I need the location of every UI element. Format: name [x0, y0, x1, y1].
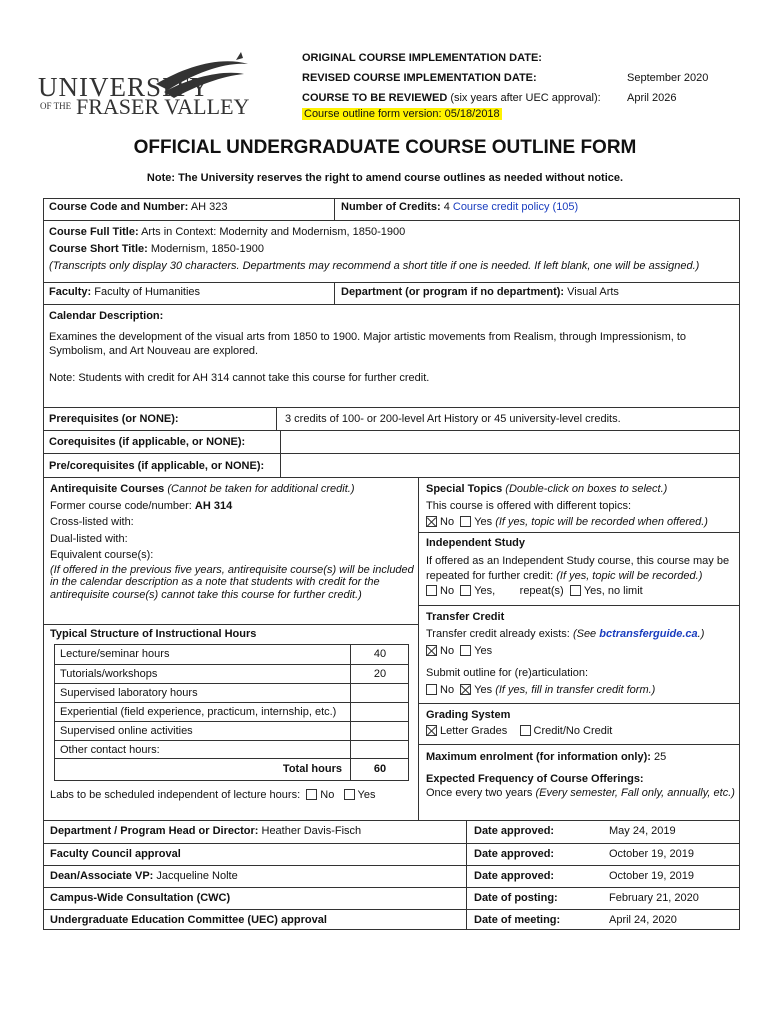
logo-fraser-valley: FRASER VALLEY: [76, 94, 250, 119]
independent-no-checkbox[interactable]: [426, 585, 437, 596]
submit-no-label: No: [440, 684, 455, 696]
former-value[interactable]: AH 314: [194, 499, 233, 512]
transfer-yes-checkbox[interactable]: [460, 645, 471, 656]
faculty-row: [44, 282, 739, 304]
hours-table: [54, 644, 409, 759]
antireq-label-note: (Cannot be taken for additional credit.): [167, 483, 355, 495]
bctransferguide-link[interactable]: bctransferguide.ca: [599, 628, 698, 640]
independent-repeats: repeat(s): [519, 585, 564, 597]
hours-label: Typical Structure of Instructional Hours: [50, 628, 257, 640]
grading-label: Grading System: [426, 709, 511, 721]
transfer-credit-section: [426, 609, 738, 699]
enrolment-value[interactable]: 25: [653, 751, 667, 763]
code-row: [44, 198, 739, 220]
approval-label: Campus-Wide Consultation (CWC): [50, 892, 231, 904]
special-yes-checkbox[interactable]: [460, 516, 471, 527]
special-no-label: No: [440, 516, 455, 528]
review-label: COURSE TO BE REVIEWED: [302, 92, 448, 104]
hours-row-label: Other contact hours:: [60, 744, 160, 756]
frequency-value[interactable]: Once every two years: [426, 787, 533, 799]
special-topics-section: [426, 481, 738, 531]
precoreq-label: Pre/corequisites (if applicable, or NONE):: [49, 460, 265, 472]
transfer-no-checkbox[interactable]: [426, 645, 437, 656]
equivalent-courses: Equivalent course(s):: [50, 549, 154, 561]
code-label: Course Code and Number:: [49, 201, 189, 213]
hours-row-label: Tutorials/workshops: [60, 668, 158, 680]
submit-yes-note: (If yes, fill in transfer credit form.): [495, 684, 656, 696]
calendar-text[interactable]: Examines the development of the visual arts from 1850 to 1900. Major artistic movements from Realism, through Impressionism, to Symbolism, and Art Nouveau are explored.: [49, 331, 687, 357]
calendar-note[interactable]: Note: Students with credit for AH 314 cannot take this course for further credit.: [49, 372, 430, 384]
approval-row: [44, 821, 739, 843]
former-label: Former course code/number:: [50, 499, 192, 512]
submit-no-checkbox[interactable]: [426, 684, 437, 695]
transfer-exists: Transfer credit already exists:: [426, 628, 570, 640]
hours-row-value[interactable]: 20: [373, 668, 387, 680]
antireq-section: [50, 481, 415, 601]
approval-label: Faculty Council approval: [50, 848, 181, 860]
grading-section: [426, 707, 738, 739]
approvals-table: [43, 820, 740, 930]
labs-no-checkbox[interactable]: [306, 789, 317, 800]
cross-listed: Cross-listed with:: [50, 516, 134, 528]
independent-note: (If yes, topic will be recorded.): [556, 570, 703, 582]
approval-label: Undergraduate Education Committee (UEC) approval: [50, 914, 327, 926]
faculty-label: Faculty:: [49, 286, 92, 298]
transcript-note: (Transcripts only display 30 characters. Departments may recommend a short title if one is needed. If left blank, one will be assigned.): [49, 260, 700, 272]
dept-label: Department (or program if no department):: [341, 286, 565, 298]
credit-no-credit-checkbox[interactable]: [520, 725, 531, 736]
submit-yes-checkbox[interactable]: [460, 684, 471, 695]
frequency-note: (Every semester, Fall only, annually, etc.): [535, 787, 735, 799]
precoreq-row: [44, 453, 739, 478]
letter-grades-checkbox[interactable]: [426, 725, 437, 736]
approval-label: Dean/Associate VP:: [50, 870, 154, 882]
antireq-note: (If offered in the previous five years, antirequisite course(s) will be included in the calendar description as a note that students with credit for the antirequisite course(s) cannot take this course for further credit.): [50, 563, 414, 601]
special-text: This course is offered with different topics:: [426, 499, 632, 512]
dual-listed: Dual-listed with:: [50, 532, 128, 545]
review-date-value: April 2026: [627, 92, 677, 104]
revised-date-value: September 2020: [627, 72, 709, 84]
original-date-label: ORIGINAL COURSE IMPLEMENTATION DATE:: [302, 52, 542, 64]
labs-yes-checkbox[interactable]: [344, 789, 355, 800]
precoreq-value[interactable]: [284, 457, 294, 478]
credits-label: Number of Credits:: [341, 201, 441, 213]
enrolment-section: [426, 750, 738, 800]
approval-name[interactable]: Heather Davis-Fisch: [261, 825, 362, 837]
hours-row: [55, 683, 408, 702]
approval-name[interactable]: Jacqueline Nolte: [156, 870, 238, 882]
approval-date[interactable]: October 19, 2019: [609, 848, 695, 860]
approval-label: Department / Program Head or Director:: [50, 825, 259, 837]
enrolment-label: Maximum enrolment (for information only):: [426, 751, 651, 763]
special-note: (Double-click on boxes to select.): [505, 483, 668, 495]
code-value[interactable]: AH 323: [190, 201, 228, 213]
submit-yes-label: Yes: [474, 684, 493, 696]
faculty-value[interactable]: Faculty of Humanities: [94, 286, 201, 298]
approval-date[interactable]: February 21, 2020: [609, 892, 699, 904]
independent-study-section: [426, 536, 738, 599]
short-title-value[interactable]: Modernism, 1850-1900: [150, 243, 264, 255]
hours-row: [55, 702, 408, 721]
coreq-row: [44, 430, 739, 453]
approval-row: [44, 887, 739, 909]
independent-text: If offered as an Independent Study course, this course may be repeated for further credit:: [426, 555, 730, 582]
approval-date-label: Date approved:: [474, 848, 555, 860]
course-details-table: [43, 477, 740, 821]
course-info-table: [43, 198, 740, 478]
approval-date[interactable]: April 24, 2020: [609, 914, 677, 926]
hours-row-value[interactable]: 40: [373, 648, 387, 660]
hours-row: [55, 645, 408, 664]
transfer-no-label: No: [440, 645, 455, 657]
hours-row: [55, 721, 408, 740]
full-title-label: Course Full Title:: [49, 226, 139, 238]
approval-row: [44, 865, 739, 887]
approval-row: [44, 909, 739, 931]
hours-row: [55, 740, 408, 759]
special-yes-note: (If yes, topic will be recorded when offered.): [495, 516, 708, 528]
hours-row-label: Supervised online activities: [60, 725, 193, 737]
total-hours-label: Total hours: [282, 763, 342, 775]
full-title-value[interactable]: Arts in Context: Modernity and Modernism, 1850-1900: [141, 226, 406, 238]
ufv-logo: [36, 46, 251, 121]
hours-row-label: Supervised laboratory hours: [60, 687, 198, 699]
revised-date-label: REVISED COURSE IMPLEMENTATION DATE:: [302, 72, 537, 84]
labs-yes-label: Yes: [357, 789, 376, 801]
transfer-yes-label: Yes: [474, 645, 493, 657]
transfer-submit: Submit outline for (re)articulation:: [426, 667, 589, 679]
independent-label: Independent Study: [426, 537, 525, 549]
special-no-checkbox[interactable]: [426, 516, 437, 527]
independent-yes-checkbox[interactable]: [460, 585, 471, 596]
special-yes-label: Yes: [474, 516, 493, 528]
hours-row: [55, 664, 408, 683]
calendar-row: [44, 304, 739, 407]
independent-yes-label: Yes,: [474, 585, 496, 597]
credits-value[interactable]: 4: [443, 201, 450, 213]
transfer-label: Transfer Credit: [426, 611, 505, 623]
approval-date[interactable]: October 19, 2019: [609, 870, 695, 882]
prereq-row: [44, 407, 739, 430]
approval-date-label: Date approved:: [474, 825, 555, 837]
approval-date[interactable]: May 24, 2019: [609, 825, 676, 837]
credit-policy-link[interactable]: Course credit policy (105): [452, 201, 579, 213]
hours-row-label: Experiential (field experience, practicum, internship, etc.): [60, 706, 337, 718]
form-version: Course outline form version: 05/18/2018: [304, 108, 500, 120]
labs-label: Labs to be scheduled independent of lecture hours:: [50, 789, 301, 801]
transfer-see: (See: [572, 628, 597, 640]
approval-date-label: Date approved:: [474, 870, 555, 882]
antireq-label: Antirequisite Courses: [50, 483, 165, 495]
approval-date-label: Date of meeting:: [474, 914, 561, 926]
independent-nolimit-label: Yes, no limit: [583, 585, 643, 597]
prereq-label: Prerequisites (or NONE):: [49, 413, 179, 425]
independent-nolimit-checkbox[interactable]: [570, 585, 581, 596]
review-note: (six years after UEC approval):: [450, 92, 601, 104]
special-label: Special Topics: [426, 483, 503, 495]
prereq-value[interactable]: 3 credits of 100- or 200-level Art History or 45 university-level credits.: [285, 413, 621, 425]
labs-row: [50, 789, 375, 801]
transfer-close: .): [697, 628, 705, 640]
page-title: OFFICIAL UNDERGRADUATE COURSE OUTLINE FORM: [133, 137, 637, 158]
logo-university: UNIVERSITY: [38, 72, 210, 102]
short-title-label: Course Short Title:: [49, 243, 148, 255]
dept-value[interactable]: Visual Arts: [567, 286, 619, 298]
titles-row: [44, 220, 739, 282]
logo-of-the: OF THE: [40, 101, 72, 111]
coreq-label: Corequisites (if applicable, or NONE):: [49, 436, 246, 448]
frequency-label: Expected Frequency of Course Offerings:: [426, 773, 644, 785]
independent-no-label: No: [440, 585, 455, 597]
total-hours-row: [54, 759, 409, 781]
coreq-value[interactable]: [284, 433, 294, 453]
letter-grades-label: Letter Grades: [440, 725, 508, 737]
hours-row-label: Lecture/seminar hours: [60, 648, 170, 660]
review-row: [302, 92, 601, 104]
labs-no-label: No: [320, 789, 335, 801]
amend-note: Note: The University reserves the right to amend course outlines as needed without notice.: [146, 172, 624, 184]
approval-row: [44, 843, 739, 865]
calendar-label: Calendar Description:: [49, 310, 164, 322]
approval-date-label: Date of posting:: [474, 892, 558, 904]
total-hours-value[interactable]: 60: [373, 763, 387, 775]
credit-no-credit-label: Credit/No Credit: [533, 725, 613, 737]
